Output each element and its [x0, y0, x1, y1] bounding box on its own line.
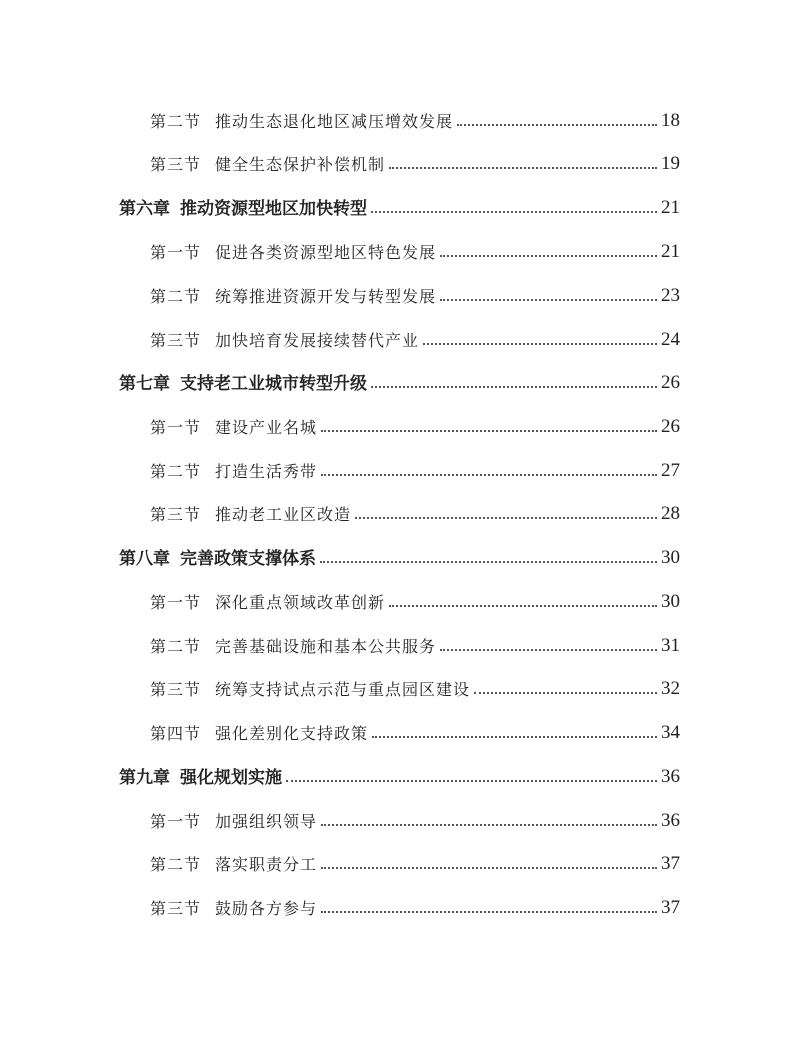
toc-entry-label — [150, 284, 436, 307]
toc-entry[interactable] — [0, 321, 800, 351]
toc-entry[interactable] — [0, 495, 800, 525]
toc-chapter-label — [119, 763, 282, 788]
toc-entry-page: 19 — [661, 153, 680, 174]
toc-entry[interactable] — [0, 627, 800, 657]
toc-entry-page: 24 — [661, 329, 680, 350]
dot-leader — [372, 736, 657, 738]
dot-leader — [355, 517, 657, 519]
toc-entry-label — [150, 240, 436, 263]
dot-leader — [286, 780, 657, 782]
toc-chapter-label — [119, 194, 367, 219]
toc-entry[interactable] — [0, 233, 800, 263]
toc-chapter-page: 36 — [661, 766, 680, 787]
toc-entry-label — [150, 328, 419, 351]
toc-entry-label — [150, 809, 317, 832]
toc-chapter-label — [119, 369, 367, 394]
toc-entry-page: 26 — [661, 416, 680, 437]
toc-entry-page: 31 — [661, 635, 680, 656]
toc-entry-number: 第一节 — [150, 243, 202, 262]
dot-leader — [389, 167, 657, 169]
toc-entry[interactable] — [0, 277, 800, 307]
toc-entry-label — [150, 152, 385, 175]
toc-chapter[interactable] — [0, 539, 800, 569]
toc-entry-label — [150, 502, 351, 525]
toc-entry-label — [150, 459, 317, 482]
toc-entry-title: 健全生态保护补偿机制 — [215, 155, 386, 174]
toc-entry[interactable] — [0, 452, 800, 482]
dot-leader — [474, 692, 657, 694]
toc-entry-title: 统筹支持试点示范与重点园区建设 — [215, 680, 471, 699]
toc-entry[interactable] — [0, 670, 800, 700]
toc-entry-label — [150, 896, 317, 919]
toc-chapter-page: 30 — [661, 547, 680, 568]
toc-entry-number: 第一节 — [150, 812, 202, 831]
toc-entry[interactable] — [0, 145, 800, 175]
toc-entry-number: 第二节 — [150, 287, 202, 306]
toc-entry-page: 30 — [661, 591, 680, 612]
toc-entry-number: 第二节 — [150, 637, 202, 656]
toc-entry-title: 打造生活秀带 — [215, 462, 318, 481]
toc-entry-page: 34 — [661, 722, 680, 743]
toc-chapter-title: 强化规划实施 — [180, 768, 282, 788]
dot-leader — [321, 867, 657, 869]
dot-leader — [321, 911, 657, 913]
dot-leader — [440, 299, 657, 301]
toc-entry[interactable] — [0, 102, 800, 132]
toc-chapter-page: 26 — [661, 372, 680, 393]
toc-entry-page: 32 — [661, 678, 680, 699]
toc-entry[interactable] — [0, 889, 800, 919]
toc-entry-page: 28 — [661, 503, 680, 524]
toc-entry[interactable] — [0, 583, 800, 613]
dot-leader — [320, 561, 657, 563]
toc-entry-page: 27 — [661, 460, 680, 481]
toc-chapter-number: 第七章 — [119, 374, 170, 394]
toc-entry-number: 第二节 — [150, 855, 202, 874]
toc-entry-title: 完善基础设施和基本公共服务 — [215, 637, 437, 656]
dot-leader — [321, 824, 657, 826]
toc-chapter[interactable] — [0, 758, 800, 788]
toc-entry-label — [150, 721, 368, 744]
dot-leader — [440, 255, 657, 257]
toc-entry-title: 加强组织领导 — [215, 812, 318, 831]
dot-leader — [440, 649, 657, 651]
toc-entry-number: 第一节 — [150, 418, 202, 437]
toc-entry-title: 推动生态退化地区减压增效发展 — [215, 112, 454, 131]
toc-chapter-title: 支持老工业城市转型升级 — [180, 374, 367, 394]
toc-entry-number: 第三节 — [150, 505, 202, 524]
toc-chapter-title: 推动资源型地区加快转型 — [180, 199, 367, 219]
dot-leader — [371, 386, 657, 388]
toc-chapter-label — [119, 544, 316, 569]
dot-leader — [423, 343, 657, 345]
toc-entry-page: 23 — [661, 285, 680, 306]
dot-leader — [389, 605, 657, 607]
toc-chapter-number: 第八章 — [119, 549, 170, 569]
toc-entry-number: 第二节 — [150, 112, 202, 131]
toc-entry-label — [150, 634, 436, 657]
toc-entry-page: 21 — [661, 241, 680, 262]
toc-entry-title: 建设产业名城 — [215, 418, 318, 437]
toc-entry-page: 36 — [661, 810, 680, 831]
toc-entry-label — [150, 109, 453, 132]
dot-leader — [371, 211, 657, 213]
toc-entry[interactable] — [0, 408, 800, 438]
toc-entry-page: 37 — [661, 897, 680, 918]
toc-entry-title: 强化差别化支持政策 — [215, 724, 369, 743]
toc-entry-title: 鼓励各方参与 — [215, 899, 318, 918]
toc-chapter-page: 21 — [661, 197, 680, 218]
toc-entry-number: 第三节 — [150, 680, 202, 699]
toc-chapter[interactable] — [0, 364, 800, 394]
dot-leader — [321, 430, 657, 432]
toc-entry-label — [150, 852, 317, 875]
toc-entry-title: 深化重点领域改革创新 — [215, 593, 386, 612]
toc-entry-title: 加快培育发展接续替代产业 — [215, 331, 420, 350]
toc-entry-title: 落实职责分工 — [215, 855, 318, 874]
toc-chapter-number: 第六章 — [119, 199, 170, 219]
toc-chapter-title: 完善政策支撑体系 — [180, 549, 316, 569]
dot-leader — [321, 474, 657, 476]
toc-chapter[interactable] — [0, 189, 800, 219]
toc-entry-title: 促进各类资源型地区特色发展 — [215, 243, 437, 262]
toc-entry-number: 第三节 — [150, 899, 202, 918]
toc-entry-number: 第一节 — [150, 593, 202, 612]
toc-entry-page: 37 — [661, 853, 680, 874]
toc-entry[interactable] — [0, 714, 800, 744]
toc-entry-number: 第二节 — [150, 462, 202, 481]
toc-entry-number: 第三节 — [150, 155, 202, 174]
toc-entry-title: 统筹推进资源开发与转型发展 — [215, 287, 437, 306]
toc-entry-label — [150, 415, 317, 438]
toc-entry-number: 第三节 — [150, 331, 202, 350]
dot-leader — [457, 124, 657, 126]
toc-entry-number: 第四节 — [150, 724, 202, 743]
toc-entry[interactable] — [0, 802, 800, 832]
toc-entry[interactable] — [0, 845, 800, 875]
toc-entry-page: 18 — [661, 110, 680, 131]
toc-entry-label — [150, 590, 385, 613]
toc-entry-label — [150, 677, 470, 700]
toc-chapter-number: 第九章 — [119, 768, 170, 788]
toc-entry-title: 推动老工业区改造 — [215, 505, 352, 524]
